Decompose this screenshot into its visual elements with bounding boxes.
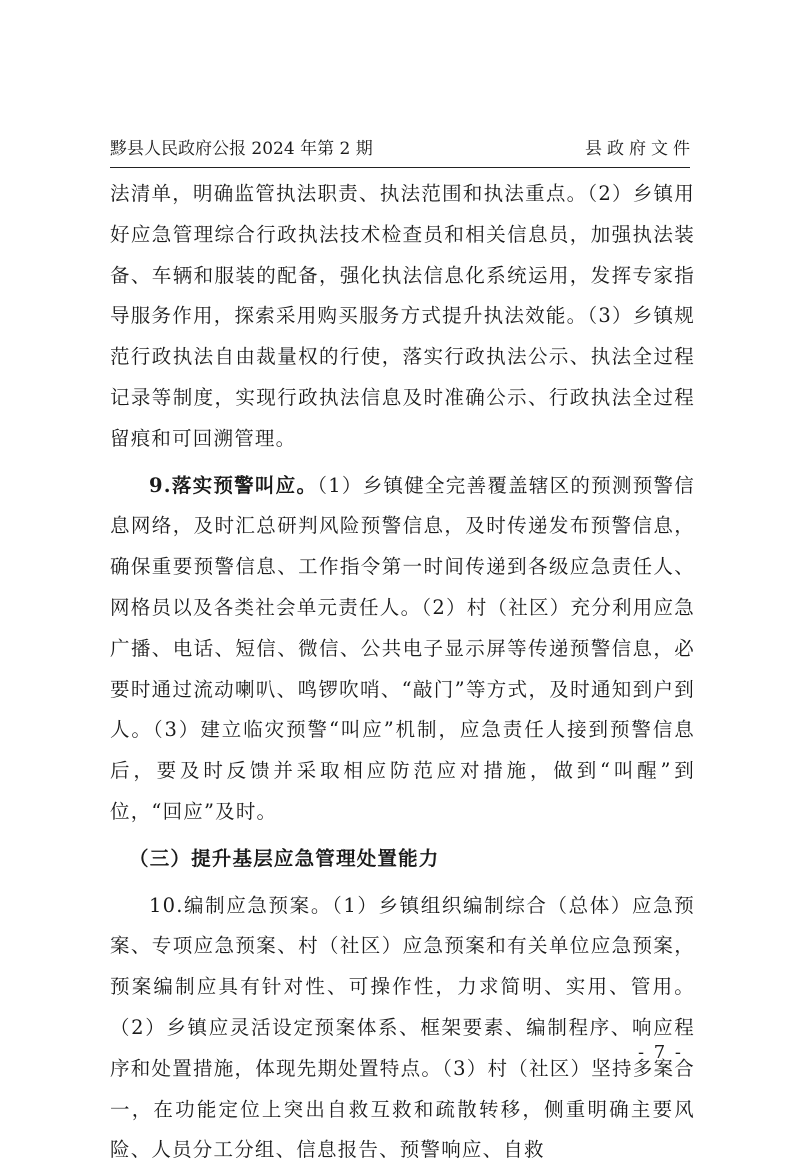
header-rule — [110, 167, 690, 168]
paragraph-text: （1）乡镇健全完善覆盖辖区的预测预警信息网络，及时汇总研判风险预警信息，及时传递发布预警信息，确保重要预警信息、工作指令第一时间传递到各级应急责任人、网格员以及各类社会单元责任人。（2）村（社区）充分利用应急广播、电话、短信、微信、公共电子显示屏等传递预警信息，必要时通过流动喇叭、鸣锣吹哨、“敲门”等方式，及时通知到户到人。（3）建立临灾预警“叫应”机制，应急责任人接到预警信息后，要及时反馈并采取相应防范应对措施，做到“叫醒”到位，“回应”及时。 — [110, 473, 695, 823]
paragraph-continuation: 法清单，明确监管执法职责、执法范围和执法重点。（2）乡镇用好应急管理综合行政执法技术检查员和相关信息员，加强执法装备、车辆和服装的配备，强化执法信息化系统运用，发挥专家指导服务作用，探索采用购买服务方式提升执法效能。（3）乡镇规范行政执法自由裁量权的行使，落实行政执法公示、执法全过程记录等制度，实现行政执法信息及时准确公示、行政执法全过程留痕和可回溯管理。 — [110, 182, 695, 450]
header-section-label: 县政府文件 — [585, 139, 695, 159]
paragraph-lead-heading: 10.编制应急预案。 — [149, 893, 332, 917]
running-header — [110, 138, 695, 160]
paragraph-lead-heading: 9.落实预警叫应。 — [149, 473, 318, 497]
page-number: - 7 - — [637, 1042, 683, 1063]
paragraph-text: （1）乡镇组织编制综合（总体）应急预案、专项应急预案、村（社区）应急预案和有关单位应急预案，预案编制应具有针对性、可操作性，力求简明、实用、管用。（2）乡镇应灵活设定预案体系、框架要素、编制程序、响应程序和处置措施，体现先期处置特点。（3）村（社区）坚持多案合一，在功能定位上突出自救互救和疏散转移，侧重明确主要风险、人员分工分组、信息报告、预警响应、自救 — [110, 893, 695, 1162]
header-publication-title: 黟县人民政府公报 2024 年第 2 期 — [110, 139, 373, 159]
paragraph-emergency-plan — [110, 886, 695, 1171]
paragraph-warning-response — [110, 466, 695, 833]
section-heading: （三）提升基层应急管理处置能力 — [129, 846, 440, 870]
document-body — [110, 174, 695, 1171]
